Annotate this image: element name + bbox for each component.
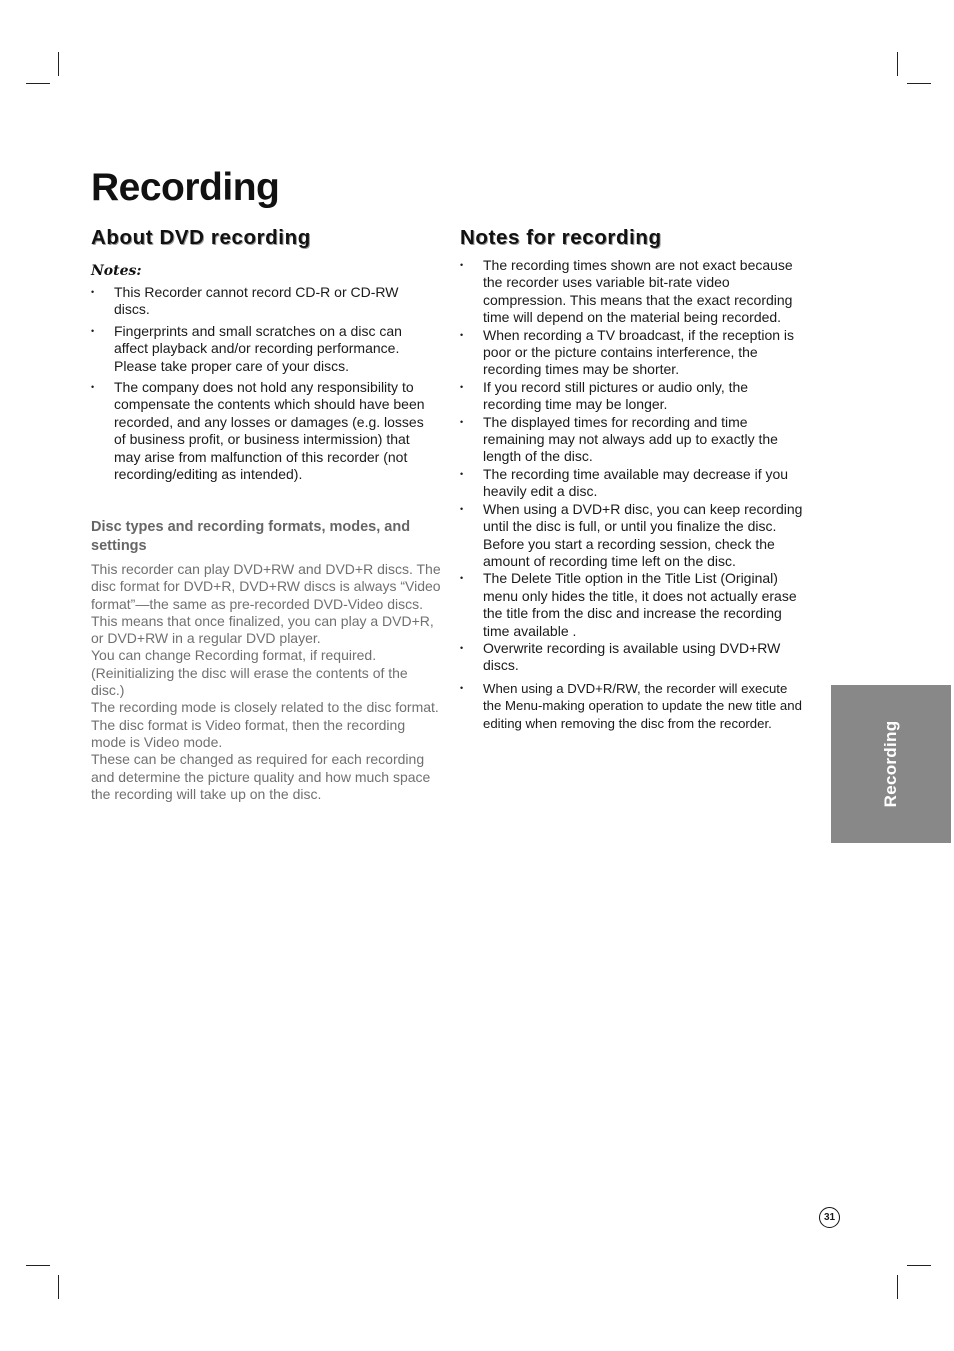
list-item: • When recording a TV broadcast, if the reception is poor or the picture contains interference, the recording times may be shorter. xyxy=(460,326,795,378)
page-number: 31 xyxy=(819,1207,840,1228)
left-notes-list xyxy=(91,284,436,487)
list-item: • The recording time available may decrease if you heavily edit a disc. xyxy=(460,465,789,500)
bullet-icon: • xyxy=(460,468,464,479)
list-item: • The company does not hold any responsibility to compensate the contents which should have been recorded, and any losses or damages (e.g. losses of business profit, or business intermission) that may arise from malfunction of this recorder (not recording/editing as intended). xyxy=(91,379,425,483)
bullet-icon: • xyxy=(91,382,95,393)
bullet-icon: • xyxy=(460,381,464,392)
bullet-icon: • xyxy=(460,503,464,514)
crop-mark-top-left-h xyxy=(26,83,50,84)
body-paragraph: The recording mode is closely related to the disc format. The disc format is Video format, then the recording mode is Video mode. xyxy=(91,699,439,750)
list-item: • When using a DVD+R disc, you can keep recording until the disc is full, or until you finalize the disc. Before you start a recording session, check the amount of recording time left on the disc. xyxy=(460,500,803,569)
list-item: • This Recorder cannot record CD-R or CD-RW discs. xyxy=(91,284,399,318)
list-item: • When using a DVD+R/RW, the recorder will execute the Menu-making operation to update the new title and editing when removing the disc from the recorder. xyxy=(460,680,802,731)
section-side-tab xyxy=(831,685,951,843)
list-item: • The recording times shown are not exact because the recorder uses variable bit-rate video compression. This means that the exact recording time will depend on the material being recorded. xyxy=(460,257,793,326)
crop-mark-bottom-right-v xyxy=(897,1275,898,1299)
bullet-icon: • xyxy=(460,416,464,427)
crop-mark-bottom-right-h xyxy=(907,1265,931,1266)
crop-mark-top-right-v xyxy=(897,52,898,76)
crop-mark-bottom-left-v xyxy=(58,1275,59,1299)
crop-mark-top-left-v xyxy=(58,52,59,76)
list-item: • If you record still pictures or audio only, the recording time may be longer. xyxy=(460,378,749,413)
bullet-icon: • xyxy=(91,325,95,336)
bullet-icon: • xyxy=(460,682,464,693)
right-notes-list xyxy=(460,257,805,732)
crop-mark-bottom-left-h xyxy=(26,1265,50,1266)
notes-label: Notes: xyxy=(91,263,142,279)
crop-mark-top-right-h xyxy=(907,83,931,84)
disc-types-body xyxy=(91,561,441,803)
list-item: • The displayed times for recording and time remaining may not always add up to exactly the length of the disc. xyxy=(460,413,778,465)
bullet-icon: • xyxy=(460,260,464,270)
list-item: • The Delete Title option in the Title List (Original) menu only hides the title, it does not actually erase the title from the disc and increase the recording time available . xyxy=(460,570,797,639)
about-dvd-recording-heading: About DVD recording xyxy=(91,226,311,249)
bullet-icon: • xyxy=(460,642,464,653)
body-paragraph: These can be changed as required for each recording and determine the picture quality and how much space the recording will take up on the disc. xyxy=(91,751,431,802)
body-paragraph: This recorder can play DVD+RW and DVD+R discs. The disc format for DVD+R, DVD+RW discs is always “Video format”—the same as pre-recorded DVD-Video discs. This means that once finalized, you can play a DVD+R, or DVD+RW in a regular DVD player. xyxy=(91,561,441,647)
side-tab-label: Recording xyxy=(881,720,900,808)
page-title: Recording xyxy=(91,166,280,209)
disc-types-subheading: Disc types and recording formats, modes, and settings xyxy=(91,519,411,554)
list-item: • Fingerprints and small scratches on a disc can affect playback and/or recording performance. Please take proper care of your discs. xyxy=(91,322,402,374)
bullet-icon: • xyxy=(91,287,95,297)
body-paragraph: You can change Recording format, if required. (Reinitializing the disc will erase the contents of the disc.) xyxy=(91,647,408,699)
list-item: • Overwrite recording is available using DVD+RW discs. xyxy=(460,639,781,674)
bullet-icon: • xyxy=(460,329,464,340)
bullet-icon: • xyxy=(460,573,464,584)
notes-for-recording-heading: Notes for recording xyxy=(460,226,662,249)
